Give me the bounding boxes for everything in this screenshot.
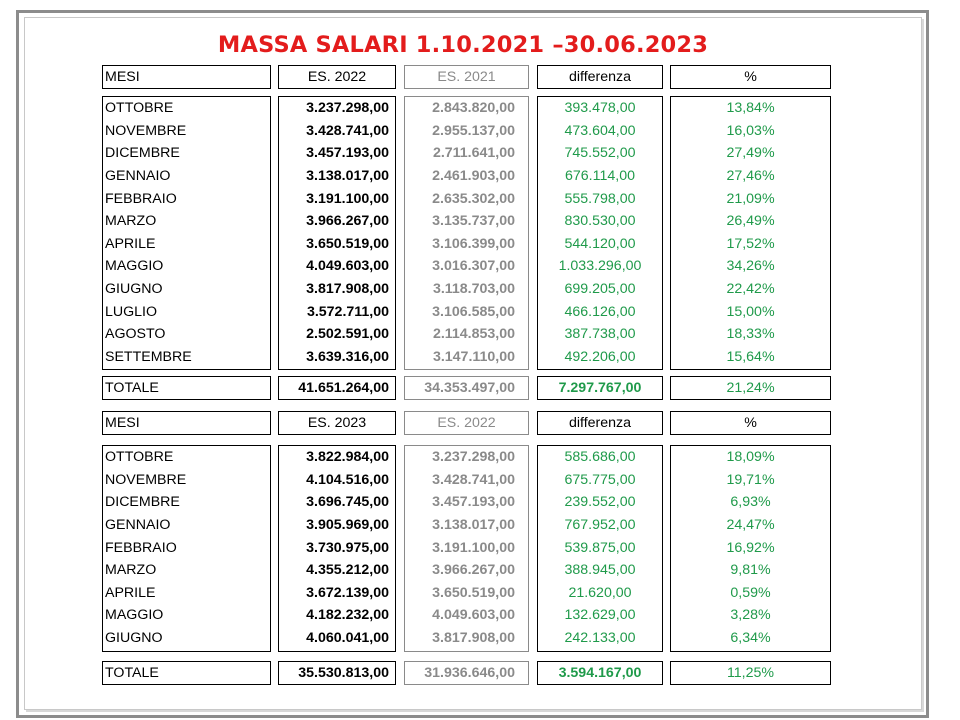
percent-value: 0,59% xyxy=(730,584,771,601)
previous-year-value: 3.138.017,00 xyxy=(432,516,515,533)
percent-value: 19,71% xyxy=(726,471,775,488)
total-label: TOTALE xyxy=(105,380,159,396)
percent-value: 16,03% xyxy=(726,122,775,139)
month-cell: FEBBRAIO xyxy=(105,539,177,556)
month-cell: OTTOBRE xyxy=(105,100,174,116)
header-month xyxy=(102,65,271,89)
percent-value: 16,92% xyxy=(726,539,775,556)
column-difference xyxy=(537,96,663,370)
total-previous-year xyxy=(404,661,529,685)
previous-year-value: 3.135.737,00 xyxy=(432,213,515,230)
column-previous-year xyxy=(404,445,529,652)
header-percent xyxy=(670,411,831,435)
total-previous-year-value: 31.936.646,00 xyxy=(424,665,515,681)
month-cell: FEBBRAIO xyxy=(105,190,177,207)
previous-year-value: 3.191.100,00 xyxy=(432,539,515,556)
percent-value: 24,47% xyxy=(726,516,775,533)
current-year-value: 4.049.603,00 xyxy=(306,258,389,275)
current-year-value: 3.822.984,00 xyxy=(306,449,389,465)
previous-year-value: 3.118.703,00 xyxy=(432,281,515,298)
header-month-label: MESI xyxy=(105,415,140,431)
previous-year-value: 3.106.399,00 xyxy=(432,235,515,252)
previous-year-value: 2.955.137,00 xyxy=(432,122,515,139)
previous-year-value: 2.635.302,00 xyxy=(432,190,515,207)
month-cell: NOVEMBRE xyxy=(105,471,187,488)
header-month xyxy=(102,411,271,435)
total-previous-year xyxy=(404,376,529,400)
header-previous-year-label: ES. 2022 xyxy=(437,415,496,431)
previous-year-value: 4.049.603,00 xyxy=(432,607,515,624)
difference-value: 675.775,00 xyxy=(564,471,636,488)
difference-value: 539.875,00 xyxy=(564,539,636,556)
month-cell: MARZO xyxy=(105,213,157,230)
header-previous-year-label: ES. 2021 xyxy=(437,69,496,85)
month-cell: GIUGNO xyxy=(105,281,163,298)
column-difference xyxy=(537,445,663,652)
percent-value: 15,00% xyxy=(726,303,775,320)
total-difference xyxy=(537,376,663,400)
current-year-value: 3.905.969,00 xyxy=(306,516,389,533)
total-percent-value: 11,25% xyxy=(726,665,775,681)
difference-value: 242.133,00 xyxy=(564,630,636,647)
total-current-year xyxy=(278,661,396,685)
difference-value: 239.552,00 xyxy=(564,494,636,511)
difference-value: 387.738,00 xyxy=(564,326,636,343)
header-previous-year xyxy=(404,411,529,435)
percent-value: 21,09% xyxy=(726,190,775,207)
header-current-year-label: ES. 2022 xyxy=(307,69,367,85)
current-year-value: 3.237.298,00 xyxy=(306,100,389,116)
current-year-value: 3.572.711,00 xyxy=(306,303,389,320)
current-year-value: 2.502.591,00 xyxy=(306,326,389,343)
difference-value: 555.798,00 xyxy=(564,190,636,207)
difference-value: 830.530,00 xyxy=(564,213,636,230)
header-difference xyxy=(537,65,663,89)
total-current-year xyxy=(278,376,396,400)
column-current-year xyxy=(278,96,396,370)
header-percent-label: % xyxy=(744,69,757,85)
current-year-value: 3.817.908,00 xyxy=(306,281,389,298)
previous-year-value: 3.457.193,00 xyxy=(432,494,515,511)
month-cell: MAGGIO xyxy=(105,607,164,624)
percent-value: 15,64% xyxy=(726,349,775,366)
column-current-year xyxy=(278,445,396,652)
previous-year-value: 3.147.110,00 xyxy=(432,349,515,366)
difference-value: 585.686,00 xyxy=(564,449,636,465)
difference-value: 466.126,00 xyxy=(564,303,636,320)
difference-value: 492.206,00 xyxy=(564,349,636,366)
month-cell: GENNAIO xyxy=(105,516,171,533)
month-cell: NOVEMBRE xyxy=(105,122,187,139)
difference-value: 544.120,00 xyxy=(564,235,636,252)
current-year-value: 4.060.041,00 xyxy=(306,630,389,647)
current-year-value: 3.672.139,00 xyxy=(306,584,389,601)
page-title: MASSA SALARI 1.10.2021 –30.06.2023 xyxy=(217,32,709,58)
previous-year-value: 3.016.307,00 xyxy=(432,258,515,275)
previous-year-value: 2.843.820,00 xyxy=(432,100,515,116)
current-year-value: 4.182.232,00 xyxy=(306,607,389,624)
total-row-label xyxy=(102,376,271,400)
previous-year-value: 3.817.908,00 xyxy=(432,630,515,647)
difference-value: 745.552,00 xyxy=(564,145,636,162)
month-cell: APRILE xyxy=(105,235,156,252)
percent-value: 26,49% xyxy=(726,213,775,230)
current-year-value: 3.966.267,00 xyxy=(306,213,389,230)
previous-year-value: 3.428.741,00 xyxy=(432,471,515,488)
previous-year-value: 3.106.585,00 xyxy=(432,303,515,320)
total-current-year-value: 35.530.813,00 xyxy=(298,665,389,681)
previous-year-value: 2.711.641,00 xyxy=(432,145,515,162)
previous-year-value: 3.966.267,00 xyxy=(432,562,515,579)
current-year-value: 3.696.745,00 xyxy=(306,494,389,511)
column-percent xyxy=(670,445,831,652)
total-percent-value: 21,24% xyxy=(726,380,775,396)
total-difference-value: 7.297.767,00 xyxy=(558,380,642,396)
total-previous-year-value: 34.353.497,00 xyxy=(424,380,515,396)
percent-value: 17,52% xyxy=(726,235,775,252)
previous-year-value: 3.650.519,00 xyxy=(432,584,515,601)
month-cell: OTTOBRE xyxy=(105,449,174,465)
current-year-value: 3.191.100,00 xyxy=(306,190,389,207)
column-months xyxy=(102,96,271,370)
percent-value: 3,28% xyxy=(730,607,771,624)
header-difference xyxy=(537,411,663,435)
difference-value: 393.478,00 xyxy=(564,100,636,116)
previous-year-value: 2.114.853,00 xyxy=(432,326,515,343)
month-cell: AGOSTO xyxy=(105,326,166,343)
month-cell: MARZO xyxy=(105,562,157,579)
current-year-value: 3.730.975,00 xyxy=(306,539,389,556)
percent-value: 34,26% xyxy=(726,258,775,275)
current-year-value: 3.428.741,00 xyxy=(306,122,389,139)
total-difference xyxy=(537,661,663,685)
difference-value: 676.114,00 xyxy=(565,167,635,184)
percent-value: 18,09% xyxy=(726,449,775,465)
current-year-value: 4.104.516,00 xyxy=(306,471,389,488)
current-year-value: 3.650.519,00 xyxy=(306,235,389,252)
column-previous-year xyxy=(404,96,529,370)
current-year-value: 3.457.193,00 xyxy=(306,145,389,162)
difference-value: 388.945,00 xyxy=(564,562,636,579)
previous-year-value: 2.461.903,00 xyxy=(432,167,515,184)
header-month-label: MESI xyxy=(105,69,140,85)
difference-value: 473.604,00 xyxy=(564,122,636,139)
header-previous-year xyxy=(404,65,529,89)
header-difference-label: differenza xyxy=(568,69,632,85)
header-current-year xyxy=(278,65,396,89)
current-year-value: 3.639.316,00 xyxy=(306,349,389,366)
total-current-year-value: 41.651.264,00 xyxy=(298,380,389,396)
month-cell: DICEMBRE xyxy=(105,494,180,511)
month-cell: APRILE xyxy=(105,584,156,601)
percent-value: 6,34% xyxy=(730,630,771,647)
total-label: TOTALE xyxy=(105,665,159,681)
month-cell: GIUGNO xyxy=(105,630,163,647)
current-year-value: 4.355.212,00 xyxy=(306,562,389,579)
month-cell: MAGGIO xyxy=(105,258,164,275)
percent-value: 18,33% xyxy=(726,326,775,343)
difference-value: 767.952,00 xyxy=(564,516,636,533)
percent-value: 22,42% xyxy=(726,281,775,298)
header-current-year xyxy=(278,411,396,435)
difference-value: 132.629,00 xyxy=(564,607,636,624)
column-months xyxy=(102,445,271,652)
month-cell: SETTEMBRE xyxy=(105,349,192,366)
header-current-year-label: ES. 2023 xyxy=(307,415,367,431)
difference-value: 699.205,00 xyxy=(564,281,636,298)
difference-value: 21.620,00 xyxy=(568,584,632,601)
difference-value: 1.033.296,00 xyxy=(558,258,642,275)
percent-value: 13,84% xyxy=(726,100,775,116)
month-cell: DICEMBRE xyxy=(105,145,180,162)
total-row-label xyxy=(102,661,271,685)
total-difference-value: 3.594.167,00 xyxy=(558,665,642,681)
percent-value: 6,93% xyxy=(730,494,771,511)
header-percent-label: % xyxy=(744,415,757,431)
current-year-value: 3.138.017,00 xyxy=(306,167,389,184)
percent-value: 9,81% xyxy=(730,562,771,579)
column-percent xyxy=(670,96,831,370)
header-difference-label: differenza xyxy=(568,415,632,431)
total-percent xyxy=(670,376,831,400)
month-cell: GENNAIO xyxy=(105,167,171,184)
header-percent xyxy=(670,65,831,89)
previous-year-value: 3.237.298,00 xyxy=(432,449,515,465)
total-percent xyxy=(670,661,831,685)
month-cell: LUGLIO xyxy=(105,303,158,320)
percent-value: 27,49% xyxy=(726,145,775,162)
percent-value: 27,46% xyxy=(726,167,775,184)
